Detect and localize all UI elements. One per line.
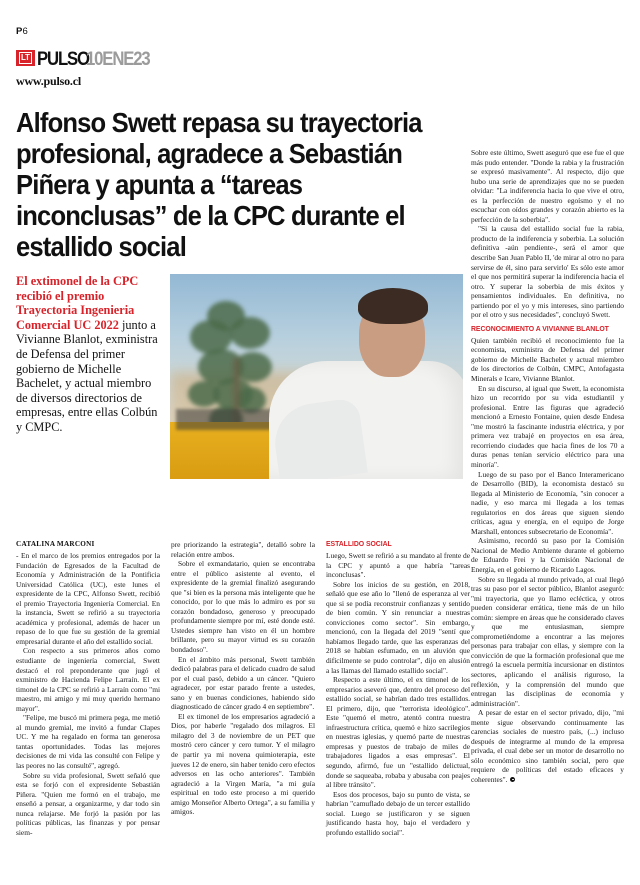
folio-number: 6	[22, 26, 29, 37]
byline: CATALINA MARCONI	[16, 540, 95, 548]
paragraph: Sobre el exmandatario, quien se encontraba entre el público asistente al evento, el expresidente de la gremial finalizó asegurando que "si bien es la persona más inteligente que he conocido, por lo que más lo admiro es por su corazón bondadoso, generoso y preocupado profundamente siempre por mí, esté donde esté. Ustedes siempre han visto en él un hombre brillante, pero su mayor virtud es su corazón bondadoso".	[171, 559, 315, 655]
lt-badge-label: LT	[21, 53, 30, 62]
page-title: Alfonso Swett repasa su trayectoria profesional, agradece a Sebastián Piñera y apunta a “tareas inconclusas” de la CPC durante el estallido social	[16, 107, 422, 262]
paragraph: En su discurso, al igual que Swett, la economista hizo un recorrido por su vida estudiantil y profesional. Entre las figuras que agradeció mencionó a Ernesto Fontaine, quien desde Endesa "me mostró la fascinante industria eléctrica, y por primera vez trabajé en proyectos en esa área, recorriendo ciudades que hacia fines de los 70 a duras penas tenían servicio eléctrico para una minoría".	[471, 383, 624, 469]
paragraph: Respecto a este último, el ex timonel de los empresarios aseveró que, dentro del proceso del estallido social, se habrían dado tres estallidos. El primero, dijo, que "terrorista ideológico". Este "quemó el metro, atentó contra nuestra infraestructura crítica, quemó e hizo sacrilegios en nuestras iglesias, y quemó parte de nuestras empresas y puestos de trabajo de miles de trabajadores ligados a esas empresas". El segundo, afirmó, fue un "estallido delictual, donde se saqueaba, robaba y abusaba con peajes al libre tránsito".	[326, 675, 470, 790]
article-photo	[170, 274, 463, 479]
lt-badge-icon	[16, 50, 35, 66]
paragraph-final	[471, 708, 624, 784]
site-url: www.pulso.cl	[16, 74, 81, 88]
photo-subject-hair	[358, 288, 428, 324]
paragraph: Quien también recibió el reconocimiento fue la economista, exministra de Defensa del primer gobierno de Michelle Bachelet y actual miembro de los directorios de Colbún, CMPC, Antofagasta Minerals e Icare, Vivianne Blanlot.	[471, 335, 624, 384]
column-1	[16, 540, 160, 837]
paragraph: En el ámbito más personal, Swett también dedicó palabras para el delicado cuadro de salud por el cual pasó, debido a un cáncer. "Quiero agradecer, por estar parado frente a ustedes, sano y en buenas condiciones, habiendo sido diagnosticado de cáncer grado 4 en septiembre".	[171, 654, 315, 712]
paragraph: El ex timonel de los empresarios agradeció a Dios, por haberle "regalado dos milagros. El milagro del 3 de noviembre de un PET que mostró cero cáncer y cero tumor. Y el milagro de partir ya mi novena quimioterapia, este jueves 12 de enero, sin haber tenido cero efectos adversos en las ocho anteriores". También agradeció a la Virgen María, "a mi guía espiritual en todo este proceso a mi querido amigo Monseñor Alberto Ortega", a su familia y amigos.	[171, 711, 315, 817]
paragraph: Esos dos procesos, bajo su punto de vista, se habrían "camuflado debajo de un tercer estallido social. Luego se justificaron y se siguen justificando hasta hoy, bajo el verdadero y profundo estallido social".	[326, 789, 470, 837]
paragraph: Sobre los inicios de su gestión, en 2018, señaló que ese año lo "llenó de esperanza al ver que si se podía reconstruir confianzas y sentido de bien común. Y sin renunciar a nuestras convicciones como sector". Sin embargo, mencionó, con la llegada del 2019 "sentí que habíamos llegado tarde, que las esperanzas del 2018 se habían esfumado, en un aluvión que difícilmente se pudo controlar", dijo en alusión a las llamas del llamado estallido social".	[326, 579, 470, 675]
publication-logo	[16, 49, 624, 71]
paragraph: - En el marco de los premios entregados por la Fundación de Egresados de la Facultad de Economía y Administración de la Pontificia Universidad Católica (UC), este lunes el expresidente de la CPC, Alfonso Swett, recibió el premio Trayectoria Ingeniería Comercial. En la instancia, Swett se refirió a su trayectoria académica y profesional, además de hacer un repaso de lo que fue su gestión de la gremial empresarial durante el año del estallido social.	[16, 551, 160, 646]
column-3	[326, 540, 470, 837]
paragraph: Sobre este último, Swett aseguró que ese fue el que más pudo entender. "Donde la rabia y la frustración se expresó masivamente". Al respecto, dijo que hubo una serie de aprendizajes que no se pueden olvidar: "La indiferencia hacia lo que vive el otro, es la perfección de nuestro egoísmo y el no escuchar con oídos grandes y corazón abierto es la perfección de la soberbia".	[471, 148, 624, 224]
paragraph: pre priorizando la estrategia", detalló sobre la relación entre ambos.	[171, 540, 315, 559]
section-subhead-estallido-social: ESTALLIDO SOCIAL	[326, 541, 392, 548]
paragraph: "Si la causa del estallido social fue la rabia, producto de la indiferencia y soberbia. La solución definitiva -aún pendiente-, será el amor que describe San Juan Pablo II, 'de mirar al otro no para servirse de él, sino para servirlo' Es sólo este amor el que nos permitirá superar la indiferencia hacia el otro. Y superar la soberbia de mis éxitos y pensamientos individuales. En definitiva, no partiendo por el yo y mis intereses, sino partiendo por el otro y sus necesidades", concluyó Swett.	[471, 224, 624, 320]
paragraph: Luego de su paso por el Banco Interamericano de Desarrollo (BID), la economista destacó su llegada al Ministerio de Economía, "sin conocer a nadie, y eso marca mi llegada a los temas regulatorios en dos áreas que siguen siendo críticas, agua y energía, en el equipo de Jorge Marshall, entonces subsecretario de Economía".	[471, 469, 624, 536]
paragraph-text: A pesar de estar en el sector privado, dijo, "mi mente sigue observando continuamente las carencias sociales de nuestro país, (...) incluso después de integrarme al mundo de la empresa privada, el cual debe ser un motor de desarrollo no sólo económico sino también social, pero que requiere de políticas del estado eficaces y coherentes".	[471, 708, 624, 784]
logo-issue-date: 10ENE23	[85, 49, 150, 70]
logo-wordmark: PULSO	[36, 49, 89, 70]
folio-prefix: P	[16, 26, 23, 37]
column-2	[171, 540, 315, 837]
paragraph: Luego, Swett se refirió a su mandato al frente de la CPC y apuntó a que habría "tareas inconclusas".	[326, 551, 470, 580]
paragraph: Sobre su llegada al mundo privado, al cual llegó tras su paso por el sector público, Blanlot aseguró: "mi trayectoria, que yo llamo ecléctica, y otros pueden considerar errática, tiene más de un hilo común: siempre en áreas que he considerado claves y que me entusiasman, siempre comprometiéndome a encontrar a las mejores personas para trabajar con ellas, y siempre con la convicción de que la formación profesional que me entregó la escuela permitía incursionar en distintos sectores, aplicando el análisis riguroso, la reflexión, y la comprensión del mundo que entregan las disciplinas de economía y administración".	[471, 574, 624, 708]
masthead	[16, 26, 624, 89]
article-end-mark-icon	[510, 777, 515, 782]
lede-and-photo	[16, 274, 463, 479]
lede-rest: junto a Vivianne Blanlot, exministra de Defensa del primer gobierno de Michelle Bachelet, y actual miembro de diversos directorios de empresas, entre ellas Colbún y CMPC.	[16, 317, 158, 434]
lede-highlight: El extimonel de la CPC recibió el premio Trayectoria Ingenieria Comercial UC 2022	[16, 274, 139, 332]
section-subhead-reconocimiento-blanlot: RECONOCIMIENTO A VIVIANNE BLANLOT	[471, 325, 609, 333]
paragraph: "Felipe, me buscó mi primera pega, me metió al mundo gremial, me invitó a fundar Clapes UC. Y me ha regalado en forma tan generosa tantas oportunidades. Todas las mejores decisiones de mi vida las consulté con Felipe y las peores no las consulté", agregó.	[16, 713, 160, 771]
paragraph: Asimismo, recordó su paso por la Comisión Nacional de Medio Ambiente durante el gobierno de Eduardo Frei y la Comisión Nacional de Energía, en el gobierno de Ricardo Lagos.	[471, 536, 624, 574]
column-4	[471, 148, 624, 785]
paragraph: Sobre su vida profesional, Swett señaló que esta se forjó con el expresidente Sebastián Piñera. "Quien me formó en el trabajo, me enseñó a pensar, a organizarme, y dar todo sin nunca relajarse. Me forjó la pasión por las políticas públicas, las finanzas y por pensar siem-	[16, 770, 160, 837]
page-folio	[16, 26, 624, 37]
paragraph: Con respecto a sus primeros años como estudiante de ingeniería comercial, Swett destacó el rol preponderante que jugó el exministro de Hacienda Felipe Larraín. El ex timonel de la CPC se refirió a Larraín como "mi maestro, mi amigo y mi muy querido hermano mayor".	[16, 646, 160, 713]
lede-paragraph	[16, 274, 162, 479]
